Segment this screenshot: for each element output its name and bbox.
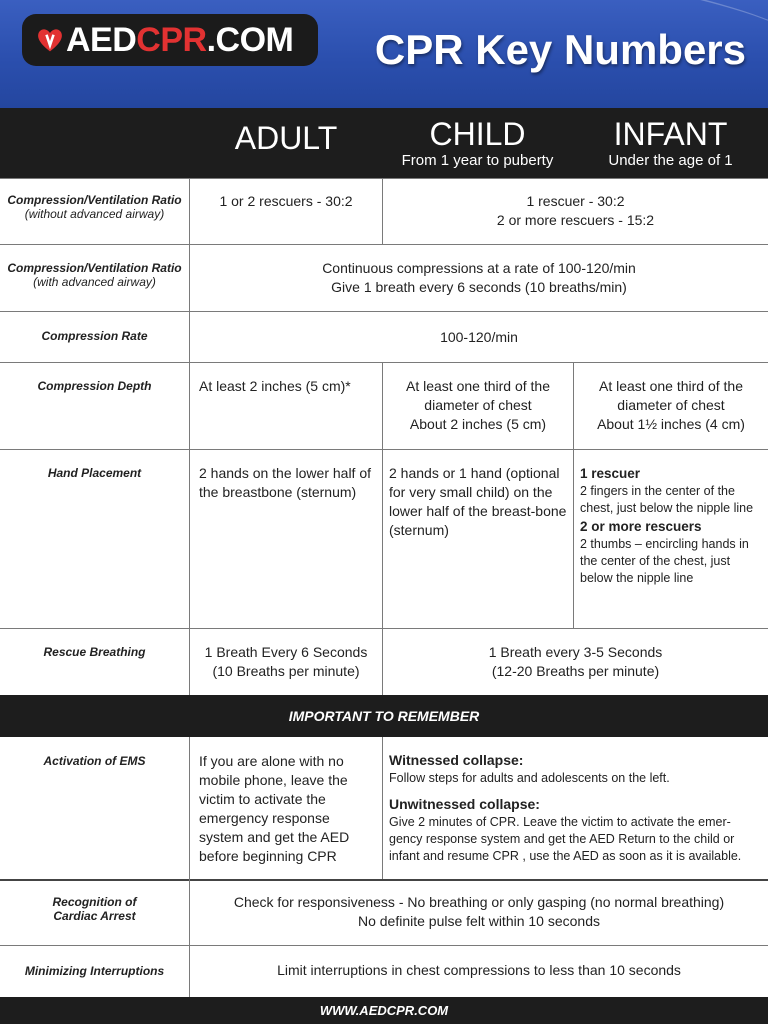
hand-adult: 2 hands on the lower half of the breastbone (sternum) <box>199 465 372 500</box>
divider <box>0 311 768 312</box>
hand-infant-heading-2: 2 or more rescuers <box>580 519 702 534</box>
column-adult-label: ADULT <box>234 120 338 156</box>
depth-infant-line-1: At least one third of the <box>599 378 743 394</box>
breathing-child-infant <box>383 643 768 681</box>
cv-ratio-advanced-all <box>190 259 768 297</box>
column-infant-label: INFANT <box>613 116 728 152</box>
ems-child-infant <box>389 751 761 865</box>
cv-ratio-child-infant <box>383 192 768 230</box>
ems-adult: If you are alone with no mobile phone, leave the victim to activate the emergency response system and get the AED before beginning CPR <box>199 753 350 864</box>
interruptions-all: Limit interruptions in chest compressions to less than 10 seconds <box>277 962 681 978</box>
hand-infant-text-1: 2 fingers in the center of the chest, just below the nipple line <box>580 484 754 515</box>
row-label-compression-depth: Compression Depth <box>37 379 152 393</box>
column-child-label: CHILD <box>429 116 526 152</box>
depth-child <box>383 377 573 434</box>
column-header-bar <box>0 108 768 178</box>
column-adult <box>190 120 382 156</box>
page-header <box>0 0 768 108</box>
column-infant-sub: Under the age of 1 <box>608 152 733 169</box>
divider <box>0 244 768 245</box>
divider <box>0 449 768 450</box>
depth-infant <box>574 377 768 434</box>
compression-rate-all: 100-120/min <box>440 329 518 345</box>
depth-infant-line-3: About 1½ inches (4 cm) <box>597 416 745 432</box>
column-child-sub: From 1 year to puberty <box>401 152 554 169</box>
footer-url-link[interactable]: WWW.AEDCPR.COM <box>0 997 768 1024</box>
row-label-compression-rate: Compression Rate <box>41 329 148 343</box>
ems-unwitnessed-text: Give 2 minutes of CPR. Leave the victim to activate the emer-gency response system and get the AED Return to the child or infant and resume CPR , use the AED as soon as it is available. <box>389 815 742 863</box>
logo-prefix: AED <box>66 20 137 59</box>
breathing-adult <box>190 643 382 681</box>
recognition-all <box>190 893 768 931</box>
ems-unwitnessed-heading: Unwitnessed collapse: <box>389 796 540 812</box>
divider <box>0 628 768 629</box>
row-label-line-1: Recognition of <box>52 895 137 909</box>
divider <box>0 945 768 946</box>
hand-infant <box>580 464 760 587</box>
depth-child-line-3: About 2 inches (5 cm) <box>409 416 547 432</box>
divider <box>0 178 768 179</box>
ems-witnessed-heading: Witnessed collapse: <box>389 752 524 768</box>
cv-ratio-line-1: 1 rescuer - 30:2 <box>526 193 625 209</box>
breathing-ci-line-1: 1 Breath every 3-5 Seconds <box>488 644 663 660</box>
breathing-adult-line-1: 1 Breath Every 6 Seconds <box>204 644 368 660</box>
important-bar: IMPORTANT TO REMEMBER <box>0 695 768 737</box>
divider <box>382 737 383 879</box>
recognition-line-2: No definite pulse felt within 10 seconds <box>357 913 601 929</box>
row-label-sub: (without advanced airway) <box>24 207 165 221</box>
row-label-text: Compression/Ventilation Ratio <box>7 193 182 207</box>
heart-icon <box>36 26 64 54</box>
page-title: CPR Key Numbers <box>374 26 746 73</box>
row-label-line-2: Cardiac Arrest <box>53 909 136 923</box>
row-label-cv-ratio-advanced <box>0 261 189 289</box>
row-label-minimizing-interruptions: Minimizing Interruptions <box>24 964 165 978</box>
logo-accent: CPR <box>136 20 207 59</box>
depth-infant-line-2: diameter of chest <box>617 397 725 413</box>
row-label-sub: (with advanced airway) <box>33 275 156 289</box>
breathing-ci-line-2: (12-20 Breaths per minute) <box>491 663 660 679</box>
aedcpr-logo[interactable] <box>22 14 318 66</box>
depth-child-line-1: At least one third of the <box>406 378 550 394</box>
divider <box>0 879 768 881</box>
hand-infant-text-2: 2 thumbs – encircling hands in the center of the chest, just below the nipple line <box>580 537 749 585</box>
row-label-rescue-breathing: Rescue Breathing <box>43 645 146 659</box>
row-label-cv-ratio <box>0 193 189 221</box>
cv-ratio-adult: 1 or 2 rescuers - 30:2 <box>219 193 353 209</box>
divider <box>189 178 190 695</box>
row-label-recognition <box>0 895 189 923</box>
divider <box>0 362 768 363</box>
hand-child: 2 hands or 1 hand (optional for very small child) on the lower half of the breast-bone (sternum) <box>389 465 567 538</box>
divider <box>189 737 190 997</box>
cv-advanced-line-1: Continuous compressions at a rate of 100-120/min <box>322 260 636 276</box>
depth-child-line-2: diameter of chest <box>424 397 532 413</box>
cv-ratio-line-2: 2 or more rescuers - 15:2 <box>496 212 655 228</box>
hand-infant-heading-1: 1 rescuer <box>580 466 641 481</box>
recognition-line-1: Check for responsiveness - No breathing or only gasping (no normal breathing) <box>233 894 725 910</box>
cv-advanced-line-2: Give 1 breath every 6 seconds (10 breaths/min) <box>331 279 627 295</box>
column-child <box>382 116 573 170</box>
row-label-hand-placement: Hand Placement <box>47 466 142 480</box>
logo-suffix: .COM <box>206 20 294 59</box>
depth-adult: At least 2 inches (5 cm)* <box>199 378 351 394</box>
column-infant <box>573 116 768 170</box>
row-label-activation-ems: Activation of EMS <box>43 754 146 768</box>
breathing-adult-line-2: (10 Breaths per minute) <box>212 663 360 679</box>
row-label-text: Compression/Ventilation Ratio <box>7 261 182 275</box>
ems-witnessed-text: Follow steps for adults and adolescents on the left. <box>389 771 670 785</box>
